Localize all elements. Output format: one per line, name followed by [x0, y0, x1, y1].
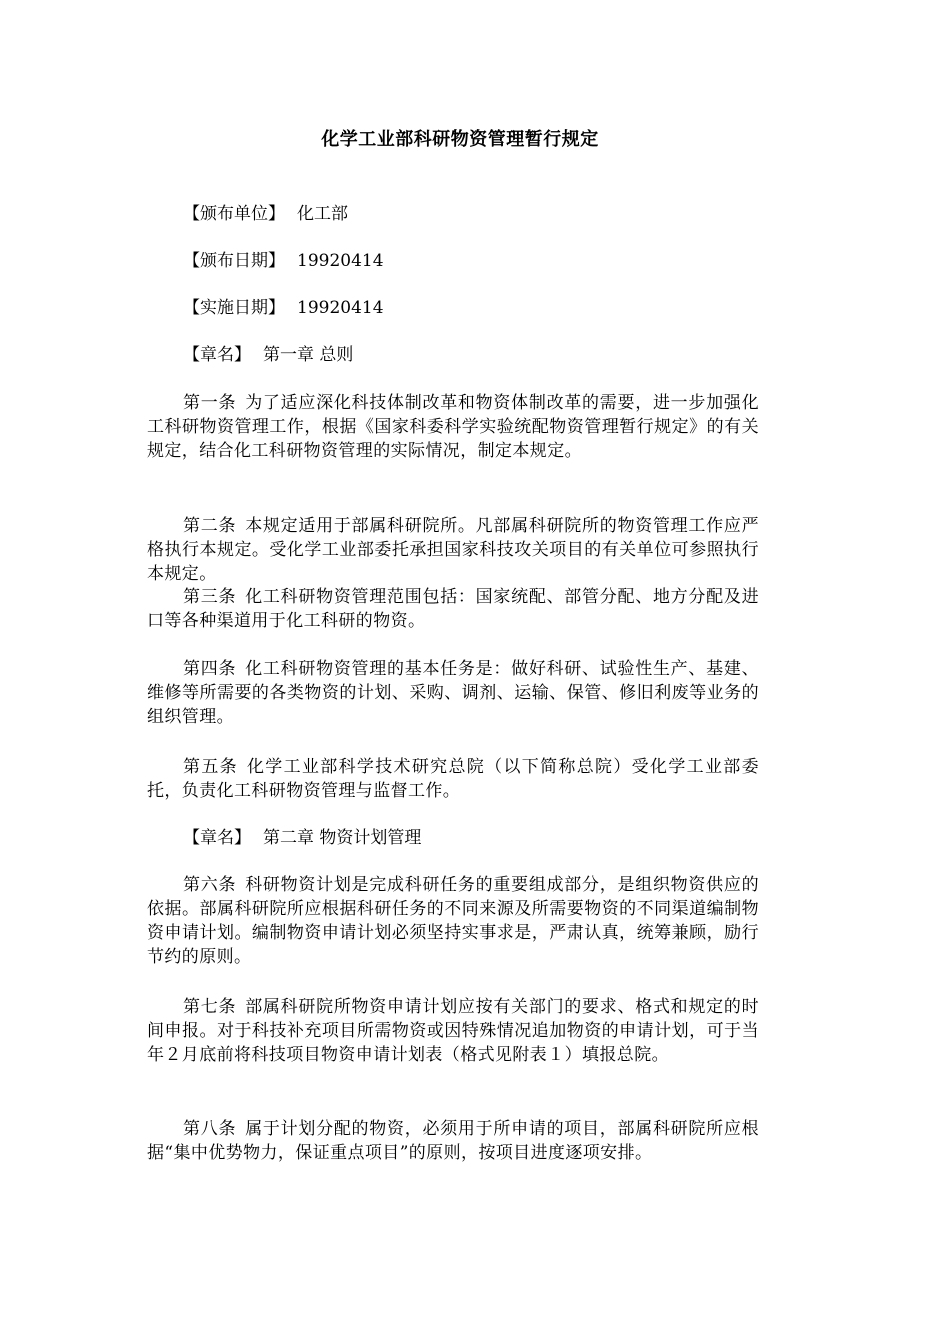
effective-date-field: [183, 296, 384, 320]
article-text: 化工科研物资管理的基本任务是：做好科研、试验性生产、基建、维修等所需要的各类物资的计划、采购、调剂、运输、保管、修旧利废等业务的组织管理。: [147, 659, 759, 727]
article-number: 第二条: [183, 516, 237, 536]
article-paragraph: [147, 391, 759, 463]
article-text: 化学工业部科学技术研究总院（以下简称总院）受化学工业部委托，负责化工科研物资管理与监督工作。: [147, 757, 760, 801]
effective-date-value: 19920414: [297, 298, 384, 318]
effective-date-label: 【实施日期】: [183, 298, 285, 318]
article-paragraph: [147, 755, 759, 803]
article-text: 部属科研院所物资申请计划应按有关部门的要求、格式和规定的时间申报。对于科技补充项目所需物资或因特殊情况追加物资的申请计划，可于当年２月底前将科技项目物资申请计划表（格式见附表１）填报总院。: [147, 997, 759, 1065]
article-paragraph: [147, 585, 759, 633]
issuer-field: [183, 202, 348, 226]
article-text: 科研物资计划是完成科研任务的重要组成部分，是组织物资供应的依据。部属科研院所应根据科研任务的不同来源及所需要物资的不同渠道编制物资申请计划。编制物资申请计划必须坚持实事求是，严肃认真，统筹兼顾，励行节约的原则。: [147, 875, 759, 967]
chapter-title: 第二章 物资计划管理: [263, 828, 422, 848]
article-text: 化工科研物资管理范围包括：国家统配、部管分配、地方分配及进口等各种渠道用于化工科研的物资。: [147, 587, 759, 631]
issue-date-field: [183, 249, 384, 273]
article-number: 第四条: [183, 659, 237, 679]
article-text: 本规定适用于部属科研院所。凡部属科研院所的物资管理工作应严格执行本规定。受化学工业部委托承担国家科技攻关项目的有关单位可参照执行本规定。: [147, 516, 759, 584]
chapter-heading: [183, 826, 421, 850]
issue-date-value: 19920414: [297, 251, 384, 271]
issuer-label: 【颁布单位】: [183, 204, 285, 224]
chapter-heading: [183, 343, 353, 367]
article-number: 第八条: [183, 1119, 237, 1139]
article-number: 第六条: [183, 875, 237, 895]
issuer-value: 化工部: [297, 204, 348, 224]
article-paragraph: [147, 1117, 759, 1165]
article-number: 第七条: [183, 997, 237, 1017]
document-title: 化学工业部科研物资管理暂行规定: [321, 129, 599, 150]
article-paragraph: [147, 514, 759, 586]
chapter-title: 第一章 总则: [263, 345, 354, 365]
chapter-label: 【章名】: [183, 345, 251, 365]
article-paragraph: [147, 657, 759, 729]
chapter-label: 【章名】: [183, 828, 251, 848]
article-number: 第三条: [183, 587, 237, 607]
article-number: 第一条: [183, 393, 237, 413]
issue-date-label: 【颁布日期】: [183, 251, 285, 271]
article-text: 为了适应深化科技体制改革和物资体制改革的需要，进一步加强化工科研物资管理工作，根据《国家科委科学实验统配物资管理暂行规定》的有关规定，结合化工科研物资管理的实际情况，制定本规定。: [147, 393, 759, 461]
article-paragraph: [147, 995, 759, 1067]
article-number: 第五条: [183, 757, 238, 777]
article-text: 属于计划分配的物资，必须用于所申请的项目，部属科研院所应根据“集中优势物力，保证重点项目”的原则，按项目进度逐项安排。: [147, 1119, 759, 1163]
article-paragraph: [147, 873, 759, 969]
